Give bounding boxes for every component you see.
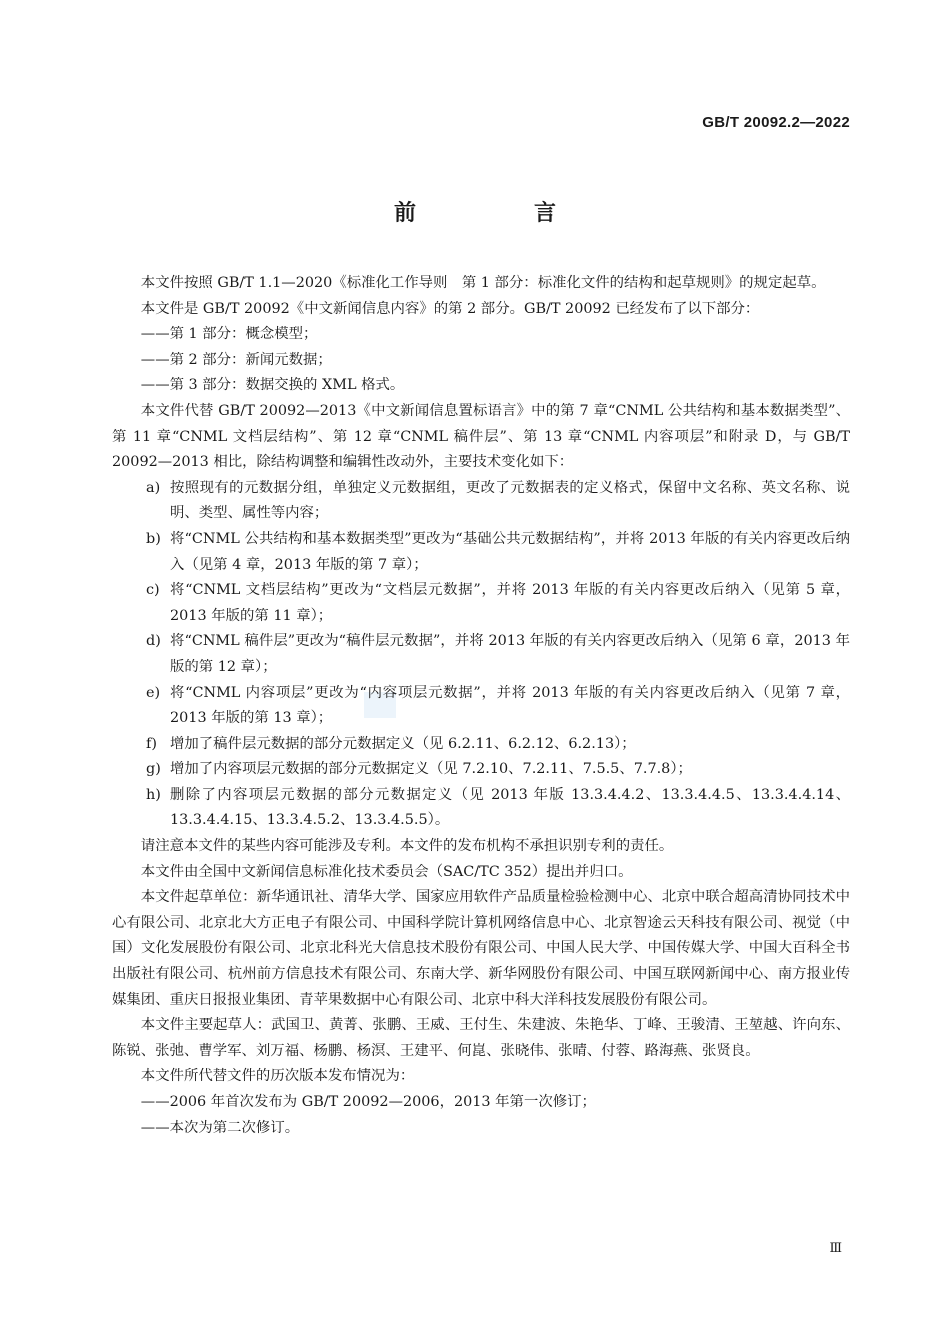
- list-marker: e): [146, 684, 161, 701]
- list-text: 增加了内容项层元数据的部分元数据定义（见 7.2.10、7.2.11、7.5.5、7.7.8）；: [170, 761, 692, 778]
- list-marker: c): [146, 582, 160, 599]
- paragraph-drafters: 本文件主要起草人：武国卫、黄菁、张鹏、王威、王付生、朱建波、朱艳华、丁峰、王骏清、王堃越、许向东、陈锐、张弛、曹学军、刘万福、杨鹏、杨溟、王建平、何崑、张晓伟、张晴、付蓉、路海燕、张贤良。: [112, 1017, 850, 1059]
- standard-number: GB/T 20092.2—2022: [702, 114, 850, 131]
- paragraph-history-intro: 本文件所代替文件的历次版本发布情况为：: [140, 1068, 415, 1085]
- history-list-item: ——2006 年首次发布为 GB/T 20092—2006，2013 年第一次修订；: [140, 1094, 596, 1110]
- change-list-item: [112, 783, 850, 834]
- part-list-item: ——第 2 部分：新闻元数据；: [140, 351, 332, 368]
- list-text: 将“CNML 稿件层”更改为“稿件层元数据”，并将 2013 年版的有关内容更改后纳入（见第 6 章，2013 年版的第 12 章）；: [170, 633, 850, 675]
- paragraph-patent-notice: 请注意本文件的某些内容可能涉及专利。本文件的发布机构不承担识别专利的责任。: [140, 838, 674, 855]
- list-marker: f): [146, 735, 157, 752]
- paragraph-drafting-rules: 本文件按照 GB/T 1.1—2020《标准化工作导则 第 1 部分：标准化文件的结构和起草规则》的规定起草。: [140, 275, 826, 291]
- list-marker: g): [146, 761, 161, 778]
- change-list-item: [112, 757, 850, 783]
- change-list-item: [112, 681, 850, 732]
- history-list-item: ——本次为第二次修订。: [140, 1119, 300, 1136]
- paragraph-proposer: 本文件由全国中文新闻信息标准化技术委员会（SAC/TC 352）提出并归口。: [140, 863, 633, 880]
- page-title: 前 言: [393, 201, 604, 226]
- page-number: Ⅲ: [829, 1241, 842, 1256]
- change-list-item: [112, 476, 850, 527]
- list-text: 将“CNML 文档层结构”更改为“文档层元数据”，并将 2013 年版的有关内容更改后纳入（见第 5 章，2013 年版的第 11 章）；: [170, 582, 850, 624]
- part-list-item: ——第 1 部分：概念模型；: [140, 326, 318, 343]
- list-text: 按照现有的元数据分组，单独定义元数据组，更改了元数据表的定义格式，保留中文名称、英文名称、说明、类型、属性等内容；: [170, 479, 850, 522]
- list-marker: b): [146, 530, 161, 547]
- foreword-body: [112, 271, 850, 1141]
- change-list-item: [112, 732, 850, 758]
- list-marker: h): [146, 786, 161, 803]
- change-list-item: [112, 578, 850, 629]
- list-text: 增加了稿件层元数据的部分元数据定义（见 6.2.11、6.2.12、6.2.13）；: [170, 735, 636, 752]
- list-text: 将“CNML 内容项层”更改为“内容项层元数据”，并将 2013 年版的有关内容更改后纳入（见第 7 章，2013 年版的第 13 章）；: [170, 684, 850, 727]
- paragraph-part-intro: 本文件是 GB/T 20092《中文新闻信息内容》的第 2 部分。GB/T 20092 已经发布了以下部分：: [140, 300, 760, 317]
- change-list-item: [112, 527, 850, 578]
- list-text: 删除了内容项层元数据的部分元数据定义（见 2013 年版 13.3.4.4.2、13.3.4.4.5、13.3.4.4.14、13.3.4.4.15、13.3.4.5.2、13.3.4.5.5）。: [170, 786, 850, 829]
- list-marker: a): [146, 479, 161, 496]
- part-list-item: ——第 3 部分：数据交换的 XML 格式。: [140, 377, 405, 394]
- paragraph-drafting-units: 本文件起草单位：新华通讯社、清华大学、国家应用软件产品质量检验检测中心、北京中联合超高清协同技术中心有限公司、北京北大方正电子有限公司、中国科学院计算机网络信息中心、北京智途云天科技有限公司、视觉（中国）文化发展股份有限公司、北京北科光大信息技术股份有限公司、中国人民大学、中国传媒大学、中国大百科全书出版社有限公司、杭州前方信息技术有限公司、东南大学、新华网股份有限公司、中国互联网新闻中心、南方报业传媒集团、重庆日报报业集团、青苹果数据中心有限公司、北京中科大洋科技发展股份有限公司。: [112, 889, 850, 1008]
- list-text: 将“CNML 公共结构和基本数据类型”更改为“基础公共元数据结构”，并将 2013 年版的有关内容更改后纳入（见第 4 章，2013 年版的第 7 章）；: [170, 530, 850, 573]
- list-marker: d): [146, 633, 161, 650]
- paragraph-replacement: 本文件代替 GB/T 20092—2013《中文新闻信息置标语言》中的第 7 章“CNML 公共结构和基本数据类型”、第 11 章“CNML 文档层结构”、第 12 章“CNML 稿件层”、第 13 章“CNML 内容项层”和附录 D，与 GB/T 20092—2013 相比，除结构调整和编辑性改动外，主要技术变化如下：: [112, 402, 850, 471]
- change-list-item: [112, 629, 850, 680]
